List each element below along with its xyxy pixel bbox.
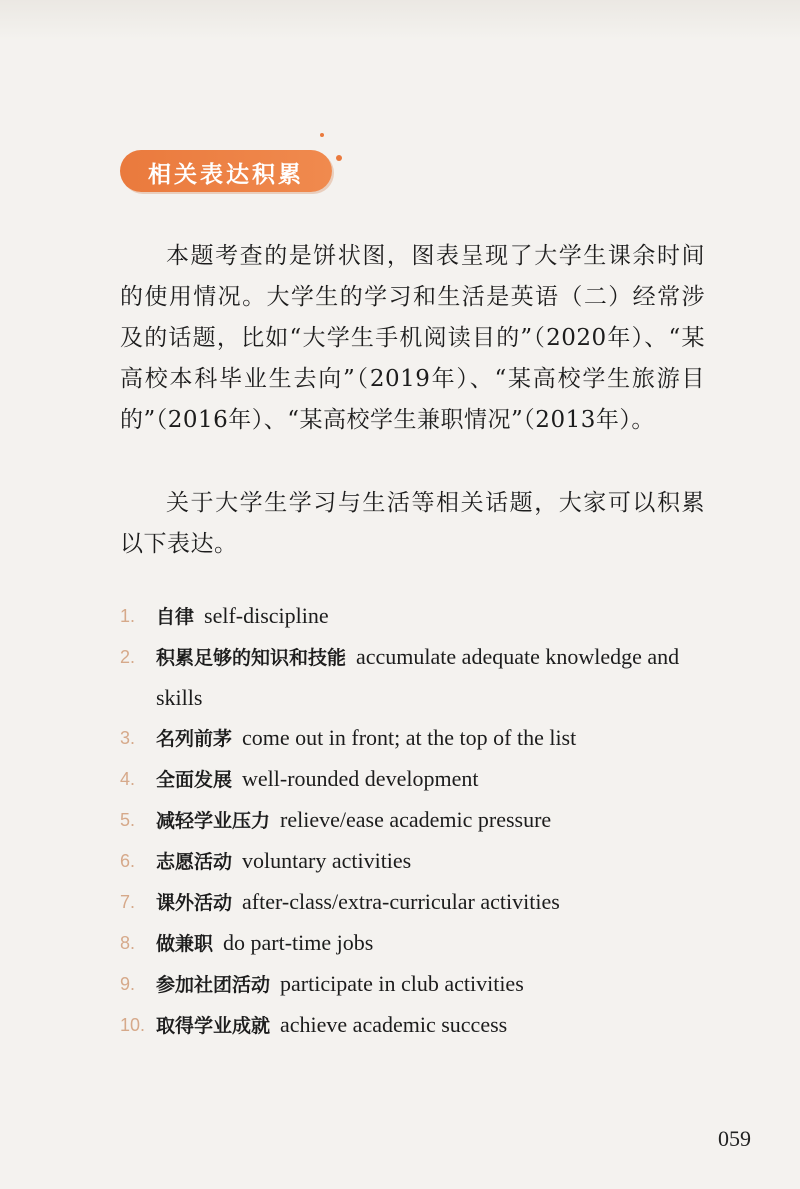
- term-english: come out in front; at the top of the list: [242, 725, 577, 750]
- term-english: self-discipline: [204, 603, 329, 628]
- term-english: achieve academic success: [280, 1012, 508, 1037]
- page-top-shadow: [0, 0, 800, 40]
- list-item-number: 4.: [120, 769, 136, 789]
- term-chinese: 减轻学业压力: [156, 810, 271, 832]
- list-item-number: 7.: [120, 892, 136, 912]
- list-item: [120, 759, 720, 800]
- term-chinese: 课外活动: [156, 892, 233, 914]
- list-item: [120, 800, 720, 841]
- term-chinese: 做兼职: [156, 933, 214, 955]
- term-chinese: 积累足够的知识和技能: [156, 647, 347, 669]
- term-english: accumulate adequate knowledge and skills: [156, 644, 680, 710]
- decorative-dot: [320, 133, 324, 137]
- term-chinese: 参加社团活动: [156, 974, 271, 996]
- list-item-number: 2.: [120, 647, 136, 667]
- term-english: participate in club activities: [280, 971, 524, 996]
- section-heading: 相关表达积累: [148, 162, 304, 188]
- term-english: voluntary activities: [242, 848, 412, 873]
- list-item-number: 5.: [120, 810, 136, 830]
- list-item-number: 10.: [120, 1015, 146, 1035]
- term-chinese: 取得学业成就: [156, 1015, 271, 1037]
- list-item-number: 9.: [120, 974, 136, 994]
- list-item-number: 1.: [120, 606, 136, 626]
- list-item: [120, 923, 720, 964]
- term-english: do part-time jobs: [223, 930, 374, 955]
- list-item: [120, 596, 720, 637]
- term-chinese: 名列前茅: [156, 728, 233, 750]
- term-chinese: 全面发展: [156, 769, 233, 791]
- expression-list: [120, 596, 720, 1046]
- section-heading-tab: [120, 150, 332, 192]
- list-item-number: 3.: [120, 728, 136, 748]
- lead-in-paragraph: 关于大学生学习与生活等相关话题，大家可以积累以下表达。: [120, 490, 705, 557]
- page-number: 059: [718, 1126, 751, 1151]
- list-item-number: 6.: [120, 851, 136, 871]
- term-chinese: 志愿活动: [156, 851, 233, 873]
- list-item: [120, 637, 720, 718]
- term-english: after-class/extra-curricular activities: [242, 889, 560, 914]
- term-english: well-rounded development: [242, 766, 479, 791]
- list-item: [120, 1005, 720, 1046]
- decorative-dot: [336, 155, 342, 161]
- list-item: [120, 882, 720, 923]
- list-item: [120, 841, 720, 882]
- list-item: [120, 718, 720, 759]
- intro-paragraph: 本题考查的是饼状图，图表呈现了大学生课余时间的使用情况。大学生的学习和生活是英语（二）经常涉及的话题，比如“大学生手机阅读目的”（2020年）、“某高校本科毕业生去向”（2019年）、“某高校学生旅游目的”（2016年）、“某高校学生兼职情况”（2013年）。: [120, 243, 705, 433]
- list-item: [120, 964, 720, 1005]
- list-item-number: 8.: [120, 933, 136, 953]
- term-english: relieve/ease academic pressure: [280, 807, 552, 832]
- term-chinese: 自律: [156, 606, 195, 628]
